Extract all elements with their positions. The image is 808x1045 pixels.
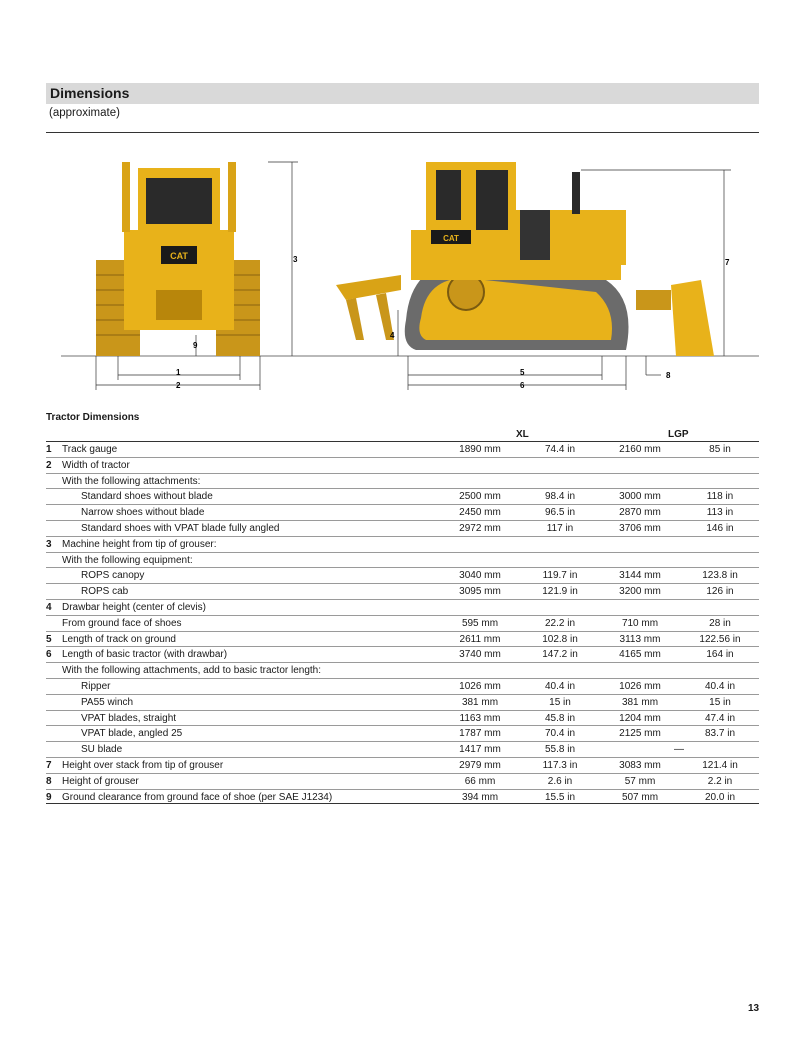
cell-xl-mm: 3095 mm (459, 586, 501, 598)
row-label: With the following attachments, add to basic tractor length: (62, 665, 322, 677)
cell-lgp-mm: 1204 mm (619, 712, 661, 724)
cell-xl-in: 117 in (546, 522, 574, 534)
row-number: 5 (46, 633, 52, 645)
table-row (46, 552, 759, 568)
cell-lgp-in: 40.4 in (704, 680, 736, 692)
cell-lgp-mm: 507 mm (621, 791, 659, 803)
row-label: Height of grouser (62, 775, 139, 787)
cell-lgp-mm: 2870 mm (619, 507, 661, 519)
cell-lgp-in: 126 in (706, 586, 734, 598)
cell-lgp-in: 122.56 in (699, 633, 741, 645)
table-row (46, 662, 759, 678)
table-row (46, 789, 759, 805)
row-label: Height over stack from tip of grouser (62, 759, 224, 771)
cell-xl-in: 98.4 in (544, 491, 576, 503)
table-row (46, 678, 759, 694)
cell-xl-mm: 3740 mm (459, 649, 501, 661)
table-row (46, 710, 759, 726)
row-label: Standard shoes with VPAT blade fully angled (81, 522, 280, 534)
table-title: Tractor Dimensions (46, 412, 140, 423)
table-row (46, 488, 759, 504)
row-label: Standard shoes without blade (81, 491, 213, 503)
cell-lgp-mm: 710 mm (621, 617, 659, 629)
cell-xl-in: 15 in (549, 696, 571, 708)
cell-lgp-value: — (674, 744, 684, 756)
cell-lgp-in: 121.4 in (702, 759, 738, 771)
row-label: ROPS canopy (81, 570, 145, 582)
row-label: ROPS cab (81, 586, 129, 598)
cell-lgp-in: 146 in (706, 522, 734, 534)
cell-lgp-in: 83.7 in (704, 728, 736, 740)
row-number: 1 (46, 444, 52, 455)
cell-lgp-mm: 4165 mm (619, 649, 661, 661)
cell-xl-mm: 595 mm (461, 617, 499, 629)
cell-lgp-mm: 1026 mm (619, 680, 661, 692)
table-row (46, 504, 759, 520)
cell-xl-mm: 2972 mm (459, 522, 501, 534)
section-subtitle: (approximate) (49, 107, 120, 119)
cell-xl-in: 70.4 in (544, 728, 576, 740)
table-row (46, 631, 759, 647)
table-row (46, 583, 759, 599)
dimensions-table (46, 441, 759, 804)
cell-lgp-in: 15 in (709, 696, 731, 708)
dim-label-5: 5 (520, 368, 525, 377)
cell-xl-in: 55.8 in (544, 744, 576, 756)
dimension-diagram (46, 150, 759, 400)
row-number: 2 (46, 459, 52, 471)
cell-xl-in: 121.9 in (542, 586, 578, 598)
table-row (46, 615, 759, 631)
cell-xl-in: 2.6 in (547, 775, 573, 787)
cell-lgp-mm: 2160 mm (619, 444, 661, 455)
row-label: Width of tractor (62, 459, 130, 471)
table-row (46, 773, 759, 789)
row-label: From ground face of shoes (62, 617, 182, 629)
side-view-dozer (336, 162, 714, 356)
cell-xl-mm: 2611 mm (459, 633, 501, 645)
row-label: Ground clearance from ground face of shoe (per SAE J1234) (62, 791, 333, 803)
table-row (46, 536, 759, 552)
dim-label-3: 3 (293, 255, 298, 264)
row-number: 7 (46, 759, 52, 771)
row-label: VPAT blades, straight (81, 712, 177, 724)
row-label: Length of basic tractor (with drawbar) (62, 649, 228, 661)
cell-xl-in: 74.4 in (544, 444, 576, 455)
cell-xl-mm: 1026 mm (459, 680, 501, 692)
section-title: Dimensions (50, 85, 130, 101)
row-number: 3 (46, 538, 52, 550)
dim-label-4: 4 (390, 331, 395, 340)
table-row (46, 741, 759, 757)
row-number: 6 (46, 649, 52, 661)
front-view-dozer (96, 162, 260, 356)
cell-lgp-in: 123.8 in (702, 570, 738, 582)
cell-lgp-mm: 2125 mm (619, 728, 661, 740)
page-number: 13 (748, 1003, 760, 1014)
row-label: Ripper (81, 680, 111, 692)
section-title-bar (46, 83, 759, 104)
cell-lgp-mm: 3200 mm (619, 586, 661, 598)
cell-xl-mm: 66 mm (464, 775, 496, 787)
row-label: With the following equipment: (62, 554, 193, 566)
row-label: VPAT blade, angled 25 (81, 728, 183, 740)
table-row (46, 599, 759, 615)
dim-label-2: 2 (176, 381, 181, 390)
cell-xl-mm: 2450 mm (459, 507, 501, 519)
cell-lgp-in: 113 in (706, 507, 734, 519)
cell-lgp-in: 85 in (709, 444, 731, 455)
cell-xl-mm: 2500 mm (459, 491, 501, 503)
column-header-lgp: LGP (668, 429, 689, 440)
cell-lgp-in: 47.4 in (704, 712, 736, 724)
row-label: Length of track on ground (62, 633, 176, 645)
table-row (46, 473, 759, 489)
cell-xl-in: 147.2 in (542, 649, 578, 661)
brand-logo-side: CAT (443, 234, 459, 243)
cell-xl-mm: 2979 mm (459, 759, 501, 771)
cell-lgp-in: 20.0 in (704, 791, 736, 803)
column-header-xl: XL (516, 429, 529, 440)
dim-label-6: 6 (520, 381, 525, 390)
cell-xl-in: 117.3 in (542, 759, 578, 771)
dim-label-1: 1 (176, 368, 181, 377)
dim-label-8: 8 (666, 371, 671, 380)
cell-xl-in: 45.8 in (544, 712, 576, 724)
cell-lgp-mm: 3083 mm (619, 759, 661, 771)
cell-xl-in: 119.7 in (542, 570, 578, 582)
cell-xl-mm: 1417 mm (459, 744, 501, 756)
cell-lgp-mm: 3144 mm (619, 570, 661, 582)
row-number: 4 (46, 601, 52, 613)
cell-xl-mm: 3040 mm (459, 570, 501, 582)
dim-label-9: 9 (193, 341, 198, 350)
cell-xl-in: 40.4 in (544, 680, 576, 692)
cell-lgp-mm: 3113 mm (619, 633, 661, 645)
table-row (46, 457, 759, 473)
table-row (46, 441, 759, 457)
cell-xl-mm: 394 mm (461, 791, 499, 803)
row-label: Drawbar height (center of clevis) (62, 601, 206, 613)
row-label: SU blade (81, 744, 123, 756)
cell-lgp-in: 2.2 in (707, 775, 733, 787)
dim-label-7: 7 (725, 258, 730, 267)
cell-lgp-mm: 57 mm (624, 775, 656, 787)
row-label: With the following attachments: (62, 475, 201, 487)
cell-lgp-in: 164 in (706, 649, 734, 661)
cell-xl-in: 22.2 in (544, 617, 576, 629)
cell-lgp-in: 118 in (706, 491, 734, 503)
divider (46, 132, 759, 133)
table-row (46, 646, 759, 662)
row-label: Machine height from tip of grouser: (62, 538, 217, 550)
table-row (46, 757, 759, 773)
cell-xl-mm: 1163 mm (459, 712, 501, 724)
cell-lgp-in: 28 in (709, 617, 731, 629)
cell-xl-in: 15.5 in (544, 791, 576, 803)
cell-lgp-mm: 3000 mm (619, 491, 661, 503)
row-number: 8 (46, 775, 52, 787)
row-number: 9 (46, 791, 52, 803)
cell-xl-in: 96.5 in (544, 507, 576, 519)
row-label: Narrow shoes without blade (81, 507, 205, 519)
table-row (46, 694, 759, 710)
row-label: Track gauge (62, 444, 118, 455)
cell-xl-mm: 381 mm (461, 696, 499, 708)
cell-xl-in: 102.8 in (542, 633, 578, 645)
cell-xl-mm: 1890 mm (459, 444, 501, 455)
row-label: PA55 winch (81, 696, 134, 708)
table-row (46, 725, 759, 741)
table-row (46, 567, 759, 583)
table-row (46, 520, 759, 536)
cell-lgp-mm: 3706 mm (619, 522, 661, 534)
cell-lgp-mm: 381 mm (621, 696, 659, 708)
cell-xl-mm: 1787 mm (459, 728, 501, 740)
brand-logo-front: CAT (170, 251, 188, 261)
